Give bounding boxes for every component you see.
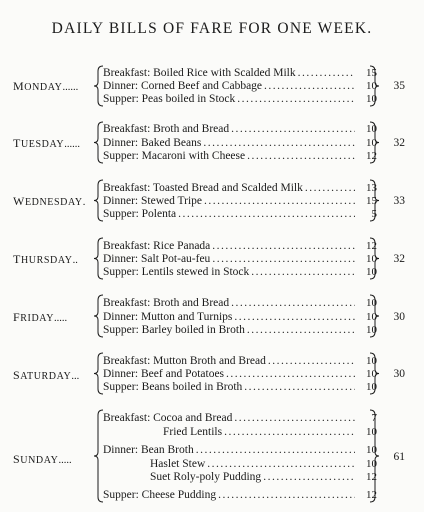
meal-line: Dinner: Mutton and Turnips ..... 10 — [103, 310, 377, 324]
meal-line: Haslet Stew ..... 10 — [150, 457, 377, 471]
left-brace — [94, 122, 103, 163]
day-total: 35 — [393, 80, 405, 92]
meal-line: Supper: Peas boiled in Stock ..... 10 — [103, 92, 377, 106]
meal-line: Dinner: Salt Pot-au-feu ..... 10 — [103, 252, 377, 266]
left-brace — [94, 180, 103, 221]
meal-line: Breakfast: Toasted Bread and Scalded Milk ..... 13 — [103, 181, 377, 195]
meal-line: Breakfast: Boiled Rice with Scalded Milk ..... 15 — [103, 66, 377, 80]
day-label: SATURDAY... — [13, 368, 80, 382]
left-brace — [94, 66, 103, 106]
meal-line: Breakfast: Mutton Broth and Bread ..... 10 — [103, 354, 377, 368]
day-total: 61 — [393, 451, 405, 463]
meal-line: Supper: Beans boiled in Broth ..... 10 — [103, 380, 377, 394]
meal-line: Dinner: Corned Beef and Cabbage ..... 10 — [103, 79, 377, 93]
meal-line: Supper: Cheese Pudding ..... 12 — [103, 488, 377, 502]
day-label: MONDAY...... — [13, 79, 79, 93]
meal-line: Supper: Barley boiled in Broth ..... 10 — [103, 323, 377, 337]
meal-line: Dinner: Bean Broth ..... 10 — [103, 443, 377, 457]
meal-line: Dinner: Baked Beans ..... 10 — [103, 136, 377, 150]
day-label: SUNDAY..... — [13, 452, 72, 466]
day-label: THURSDAY.. — [13, 252, 78, 266]
day-total: 32 — [393, 253, 405, 265]
left-brace — [94, 353, 103, 394]
day-total: 33 — [393, 195, 405, 207]
day-label: TUESDAY...... — [13, 136, 80, 150]
meal-line: Dinner: Stewed Tripe ..... 15 — [103, 194, 377, 208]
left-brace — [94, 295, 103, 337]
day-label: FRIDAY..... — [13, 310, 68, 324]
left-brace — [94, 238, 103, 279]
meal-line: Breakfast: Broth and Bread ..... 10 — [103, 122, 377, 136]
day-total: 30 — [393, 368, 405, 380]
meal-line: Breakfast: Rice Panada ..... 12 — [103, 239, 377, 253]
left-brace — [94, 410, 103, 502]
meal-line: Supper: Polenta ..... 5 — [103, 207, 377, 221]
day-label: WEDNESDAY. — [13, 194, 86, 208]
meal-line: Breakfast: Broth and Bread ..... 10 — [103, 296, 377, 310]
meal-line: Supper: Macaroni with Cheese ..... 12 — [103, 149, 377, 163]
day-total: 30 — [393, 311, 405, 323]
meal-line: Fried Lentils ..... 10 — [163, 425, 377, 439]
meal-line: Suet Roly-poly Pudding ..... 12 — [150, 470, 377, 484]
meal-line: Supper: Lentils stewed in Stock ..... 10 — [103, 265, 377, 279]
page-title: DAILY BILLS OF FARE FOR ONE WEEK. — [51, 20, 373, 37]
meal-line: Dinner: Beef and Potatoes ..... 10 — [103, 367, 377, 381]
day-total: 32 — [393, 137, 405, 149]
meal-line: Breakfast: Cocoa and Bread ..... 7 — [103, 411, 377, 425]
